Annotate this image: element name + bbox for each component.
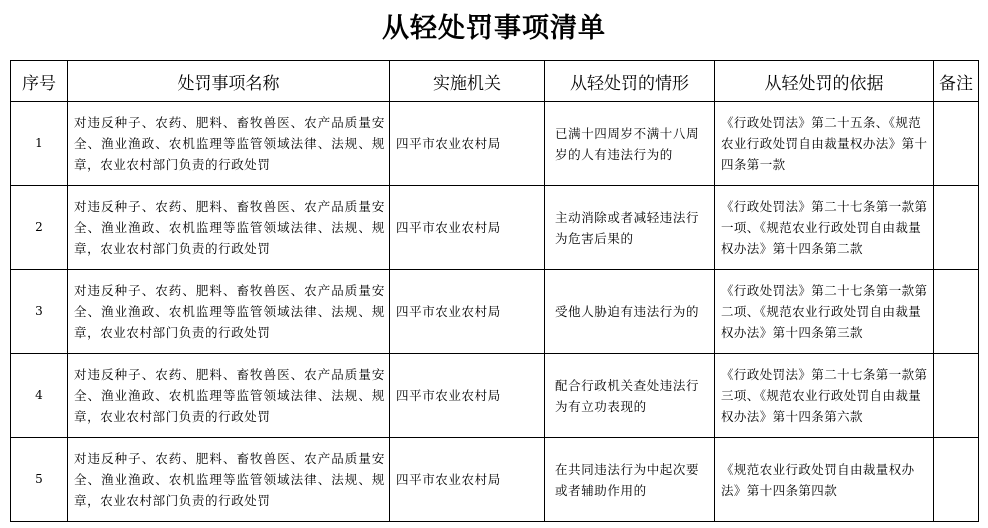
row-name: 对违反种子、农药、肥料、畜牧兽医、农产品质量安全、渔业渔政、农机监理等监管领域法律、法规、规章，农业农村部门负责的行政处罚 xyxy=(68,270,390,354)
row-index: 1 xyxy=(11,102,68,186)
header-name: 处罚事项名称 xyxy=(68,61,390,102)
table-header-row xyxy=(11,61,979,102)
row-basis: 《行政处罚法》第二十七条第一款第三项、《规范农业行政处罚自由裁量权办法》第十四条第六款 xyxy=(715,354,934,438)
row-note xyxy=(934,438,979,522)
page-title: 从轻处罚事项清单 xyxy=(382,13,606,44)
row-note xyxy=(934,186,979,270)
row-index: 2 xyxy=(11,186,68,270)
row-note xyxy=(934,270,979,354)
row-index: 3 xyxy=(11,270,68,354)
row-name: 对违反种子、农药、肥料、畜牧兽医、农产品质量安全、渔业渔政、农机监理等监管领域法律、法规、规章，农业农村部门负责的行政处罚 xyxy=(68,186,390,270)
penalty-table xyxy=(10,60,979,522)
row-name: 对违反种子、农药、肥料、畜牧兽医、农产品质量安全、渔业渔政、农机监理等监管领域法律、法规、规章，农业农村部门负责的行政处罚 xyxy=(68,102,390,186)
row-basis: 《行政处罚法》第二十七条第一款第一项、《规范农业行政处罚自由裁量权办法》第十四条第二款 xyxy=(715,186,934,270)
row-name: 对违反种子、农药、肥料、畜牧兽医、农产品质量安全、渔业渔政、农机监理等监管领域法律、法规、规章，农业农村部门负责的行政处罚 xyxy=(68,438,390,522)
table-row xyxy=(11,270,979,354)
row-note xyxy=(934,102,979,186)
row-index: 5 xyxy=(11,438,68,522)
row-case: 主动消除或者减轻违法行为危害后果的 xyxy=(545,186,715,270)
table-row xyxy=(11,186,979,270)
row-org: 四平市农业农村局 xyxy=(390,354,545,438)
row-org: 四平市农业农村局 xyxy=(390,270,545,354)
row-case: 已满十四周岁不满十八周岁的人有违法行为的 xyxy=(545,102,715,186)
row-case: 受他人胁迫有违法行为的 xyxy=(545,270,715,354)
header-note: 备注 xyxy=(934,61,979,102)
row-case: 配合行政机关查处违法行为有立功表现的 xyxy=(545,354,715,438)
row-case: 在共同违法行为中起次要或者辅助作用的 xyxy=(545,438,715,522)
row-org: 四平市农业农村局 xyxy=(390,186,545,270)
table-row xyxy=(11,102,979,186)
row-note xyxy=(934,354,979,438)
row-index: 4 xyxy=(11,354,68,438)
row-basis: 《行政处罚法》第二十七条第一款第二项、《规范农业行政处罚自由裁量权办法》第十四条第三款 xyxy=(715,270,934,354)
row-basis: 《规范农业行政处罚自由裁量权办法》第十四条第四款 xyxy=(715,438,934,522)
table-row xyxy=(11,438,979,522)
row-org: 四平市农业农村局 xyxy=(390,102,545,186)
row-org: 四平市农业农村局 xyxy=(390,438,545,522)
table-row xyxy=(11,354,979,438)
header-index: 序号 xyxy=(11,61,68,102)
row-basis: 《行政处罚法》第二十五条、《规范农业行政处罚自由裁量权办法》第十四条第一款 xyxy=(715,102,934,186)
header-case: 从轻处罚的情形 xyxy=(545,61,715,102)
header-basis: 从轻处罚的依据 xyxy=(715,61,934,102)
header-org: 实施机关 xyxy=(390,61,545,102)
row-name: 对违反种子、农药、肥料、畜牧兽医、农产品质量安全、渔业渔政、农机监理等监管领域法律、法规、规章，农业农村部门负责的行政处罚 xyxy=(68,354,390,438)
